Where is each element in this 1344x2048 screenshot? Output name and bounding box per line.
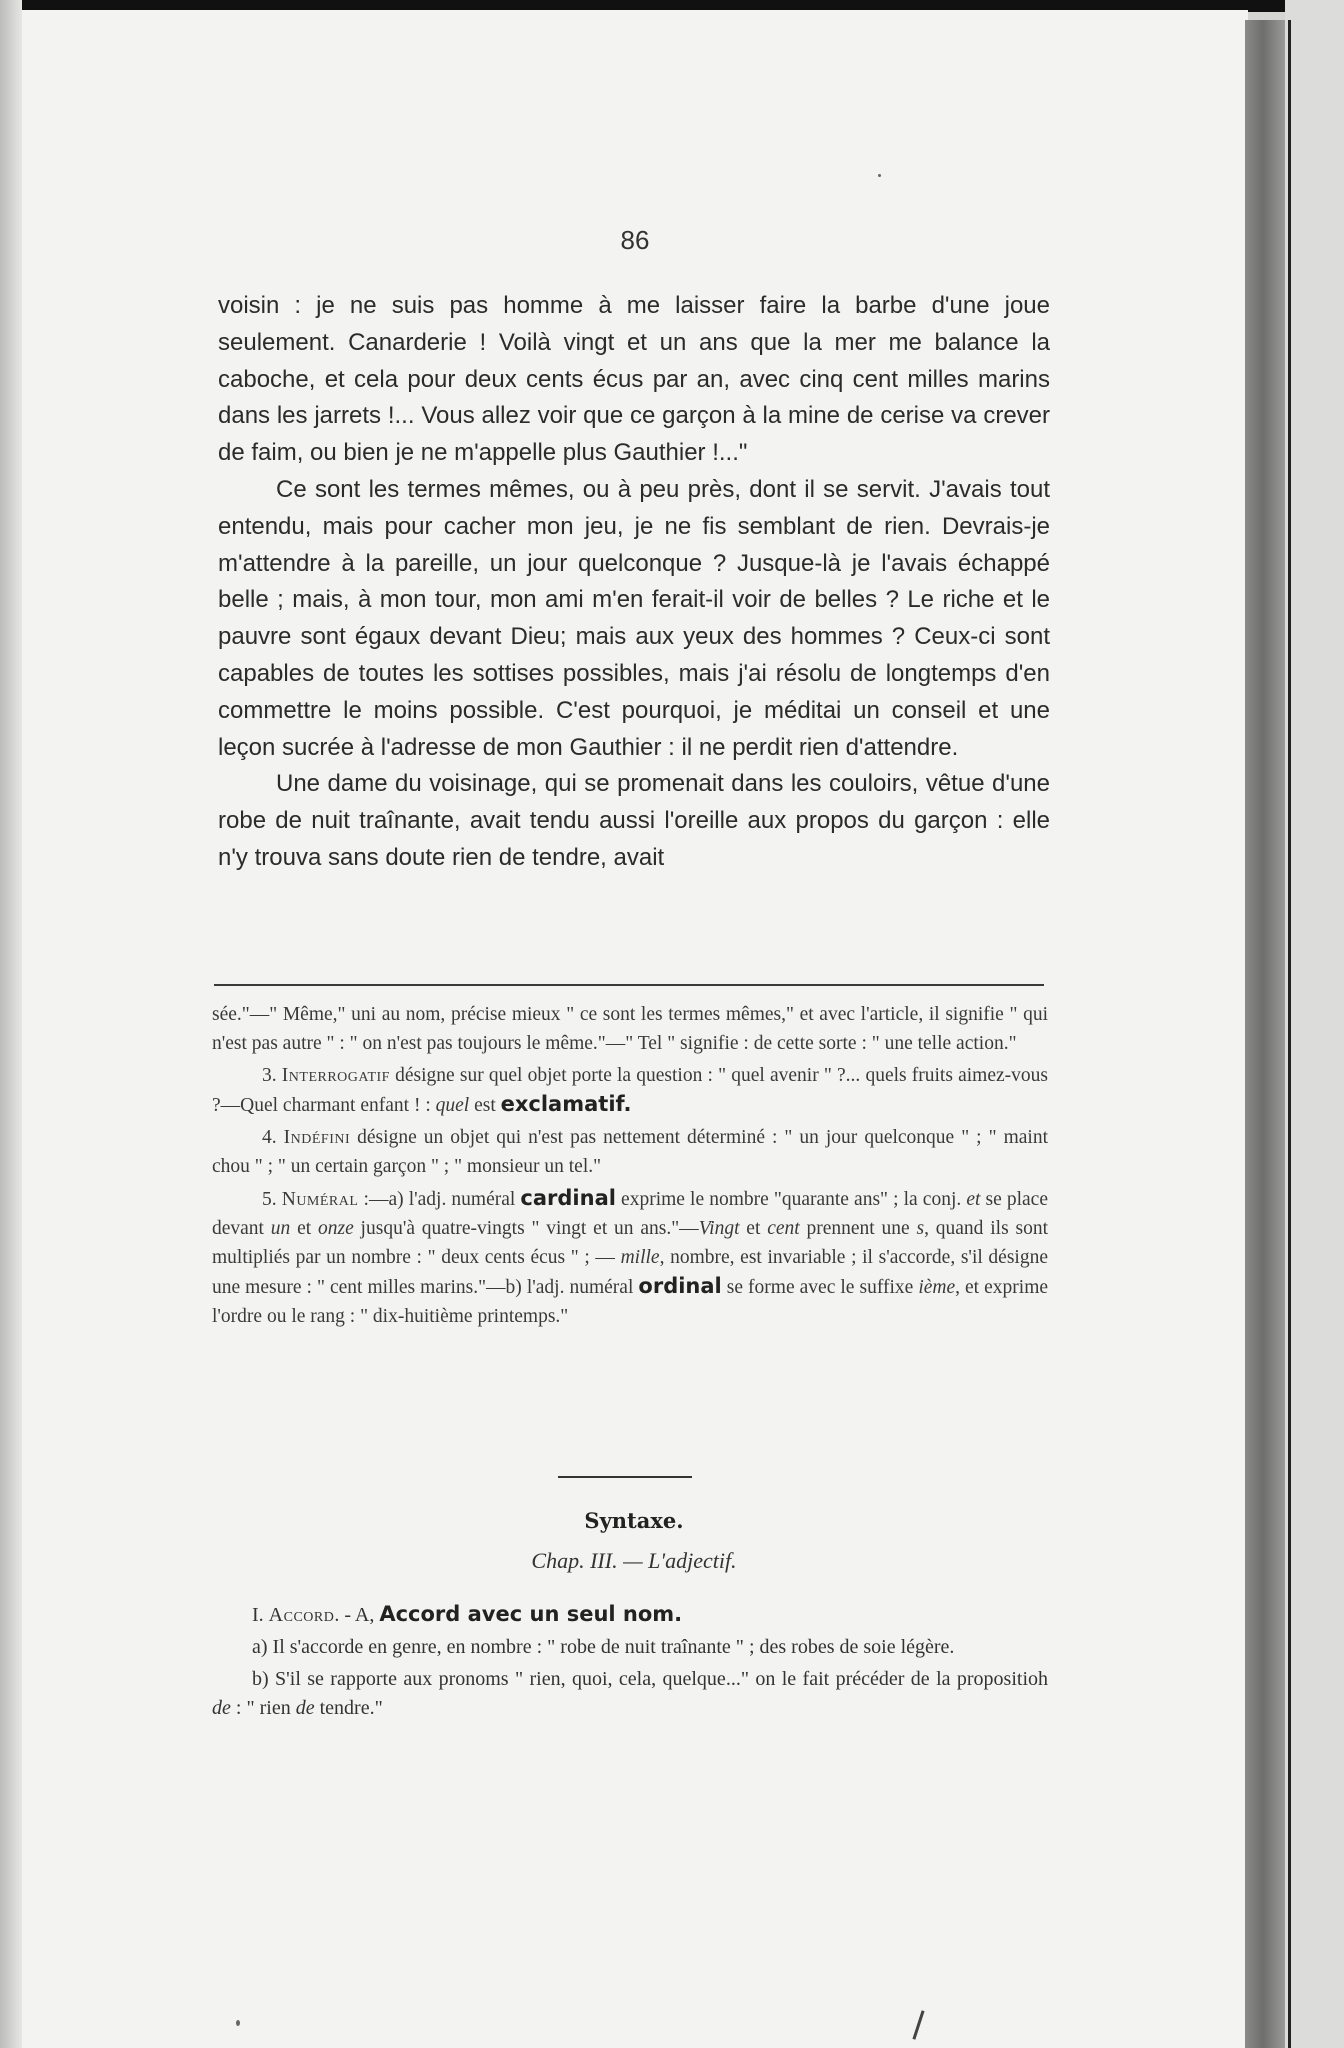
note-text: , quand ils sont multipliés par un nombre : " deux cents écus " ; —	[212, 1218, 1048, 1268]
note-term: Indéfini	[283, 1127, 351, 1148]
rule-a: a) Il s'accorde en genre, en nombre : " robe de nuit traînante " ; des robes de soie légère.	[252, 1636, 955, 1658]
rule-b-italic: de	[212, 1697, 231, 1719]
footnote-indefini	[212, 1123, 1048, 1181]
note-italic: Vingt	[698, 1218, 740, 1239]
note-italic: mille	[620, 1247, 660, 1268]
accord-sep: . - A,	[334, 1604, 380, 1626]
note-term: Numéral	[281, 1189, 359, 1210]
page-edge-shadow	[1245, 20, 1285, 2048]
note-text: et	[739, 1218, 768, 1239]
note-bold-term: ordinal	[638, 1274, 722, 1298]
note-italic: s	[916, 1218, 925, 1239]
accord-bold: Accord avec un seul nom.	[379, 1602, 683, 1626]
note-text: désigne un objet qui n'est pas nettement déterminé : " un jour quelconque " ; " maint chou " ; " un certain garçon " ; " monsieur un tel."	[212, 1127, 1048, 1177]
accord-number: I.	[252, 1604, 264, 1626]
note-number: 4.	[262, 1127, 277, 1148]
scan-speck	[878, 174, 881, 177]
rule-b-text: tendre."	[314, 1697, 383, 1719]
note-text: est	[469, 1095, 501, 1116]
footnote-continuation: sée."—" Même," uni au nom, précise mieux " ce sont les termes mêmes," et avec l'article, il signifie " qui n'est pas autre " : " on n'est pas toujours le même."—" Tel " signifie : de cette sorte : " une telle action."	[212, 1004, 1048, 1054]
chapter-title: Chap. III. — L'adjectif.	[531, 1548, 737, 1573]
note-text: se forme avec le suffixe	[721, 1277, 919, 1298]
note-text: et	[290, 1218, 318, 1239]
accord-heading	[212, 1600, 1048, 1630]
note-text: prennent une	[799, 1218, 917, 1239]
note-text: :—a) l'adj. numéral	[358, 1189, 521, 1210]
rule-b	[212, 1665, 1048, 1723]
note-italic: onze	[318, 1218, 354, 1239]
note-text: désigne sur quel objet porte la question : " quel avenir " ?... quels fruits aimez-vous ?—Quel charmant enfant ! :	[212, 1065, 1048, 1116]
footnote-interrogatif	[212, 1061, 1048, 1120]
rule-b-text: : " rien	[230, 1697, 296, 1719]
note-text: exprime le nombre "quarante ans" ; la conj.	[615, 1189, 967, 1210]
note-italic: et	[966, 1189, 981, 1210]
note-italic: cent	[767, 1218, 800, 1239]
note-italic: un	[270, 1218, 291, 1239]
footnote-divider	[214, 984, 1044, 986]
accord-term: Accord	[268, 1604, 335, 1626]
scan-background-right	[1285, 0, 1344, 2048]
note-text: , nombre, est invariable ; il s'accorde, s'il désigne une mesure : " cent milles marins."—b) l'adj. numéral	[212, 1247, 1048, 1298]
main-paragraph-3: Une dame du voisinage, qui se promenait dans les couloirs, vêtue d'une robe de nuit traînante, avait tendu aussi l'oreille aux propos du garçon : elle n'y trouva sans doute rien de tendre, avait	[218, 770, 1050, 871]
scan-border-right	[1288, 20, 1291, 2048]
rule-b-text: b) S'il se rapporte aux pronoms " rien, quoi, cela, quelque..." on le fait précéder de la propositioh	[252, 1668, 1048, 1690]
note-italic: ième	[918, 1277, 956, 1298]
footnotes	[212, 1000, 1048, 1334]
note-term: Interrogatif	[281, 1065, 390, 1086]
note-bold-term: cardinal	[520, 1186, 616, 1210]
scan-speck	[236, 2020, 240, 2026]
syntax-heading: Syntaxe.	[584, 1508, 684, 1533]
note-text: , et exprime l'ordre ou le rang : " dix-huitième printemps."	[212, 1277, 1049, 1327]
section-divider	[558, 1476, 692, 1478]
note-text: se place devant	[212, 1189, 1048, 1239]
main-text	[218, 288, 1050, 877]
note-bold-term: exclamatif.	[500, 1092, 632, 1116]
note-italic: quel	[435, 1095, 470, 1116]
syntax-body	[212, 1600, 1048, 1726]
footnote-numeral	[212, 1184, 1048, 1331]
rule-b-italic: de	[295, 1697, 315, 1719]
note-number: 5.	[262, 1189, 277, 1210]
note-number: 3.	[262, 1065, 277, 1086]
note-text: jusqu'à quatre-vingts " vingt et un ans."—	[353, 1218, 699, 1239]
main-paragraph-1: voisin : je ne suis pas homme à me laisser faire la barbe d'une joue seulement. Canarderie ! Voilà vingt et un ans que la mer me balance la caboche, et cela pour deux cents écus par an, avec cinq cent milles marins dans les jarrets !... Vous allez voir que ce garçon à la mine de cerise va crever de faim, ou bien je ne m'appelle plus Gauthier !..."	[218, 292, 1050, 467]
main-paragraph-2: Ce sont les termes mêmes, ou à peu près, dont il se servit. J'avais tout entendu, mais pour cacher mon jeu, je ne fis semblant de rien. Devrais-je m'attendre à la pareille, un jour quelconque ? Jusque-là je l'avais échappé belle ; mais, à mon tour, mon ami m'en ferait-il voir de belles ? Le riche et le pauvre sont égaux devant Dieu; mais aux yeux des hommes ? Ceux-ci sont capables de toutes les sottises possibles, mais j'ai résolu de longtemps d'en commettre le moins possible. C'est pourquoi, je méditai un conseil et une leçon sucrée à l'adresse de mon Gauthier : il ne perdit rien d'attendre.	[218, 475, 1050, 761]
page-number: 86	[620, 225, 650, 255]
scan-border-left	[0, 0, 22, 2048]
